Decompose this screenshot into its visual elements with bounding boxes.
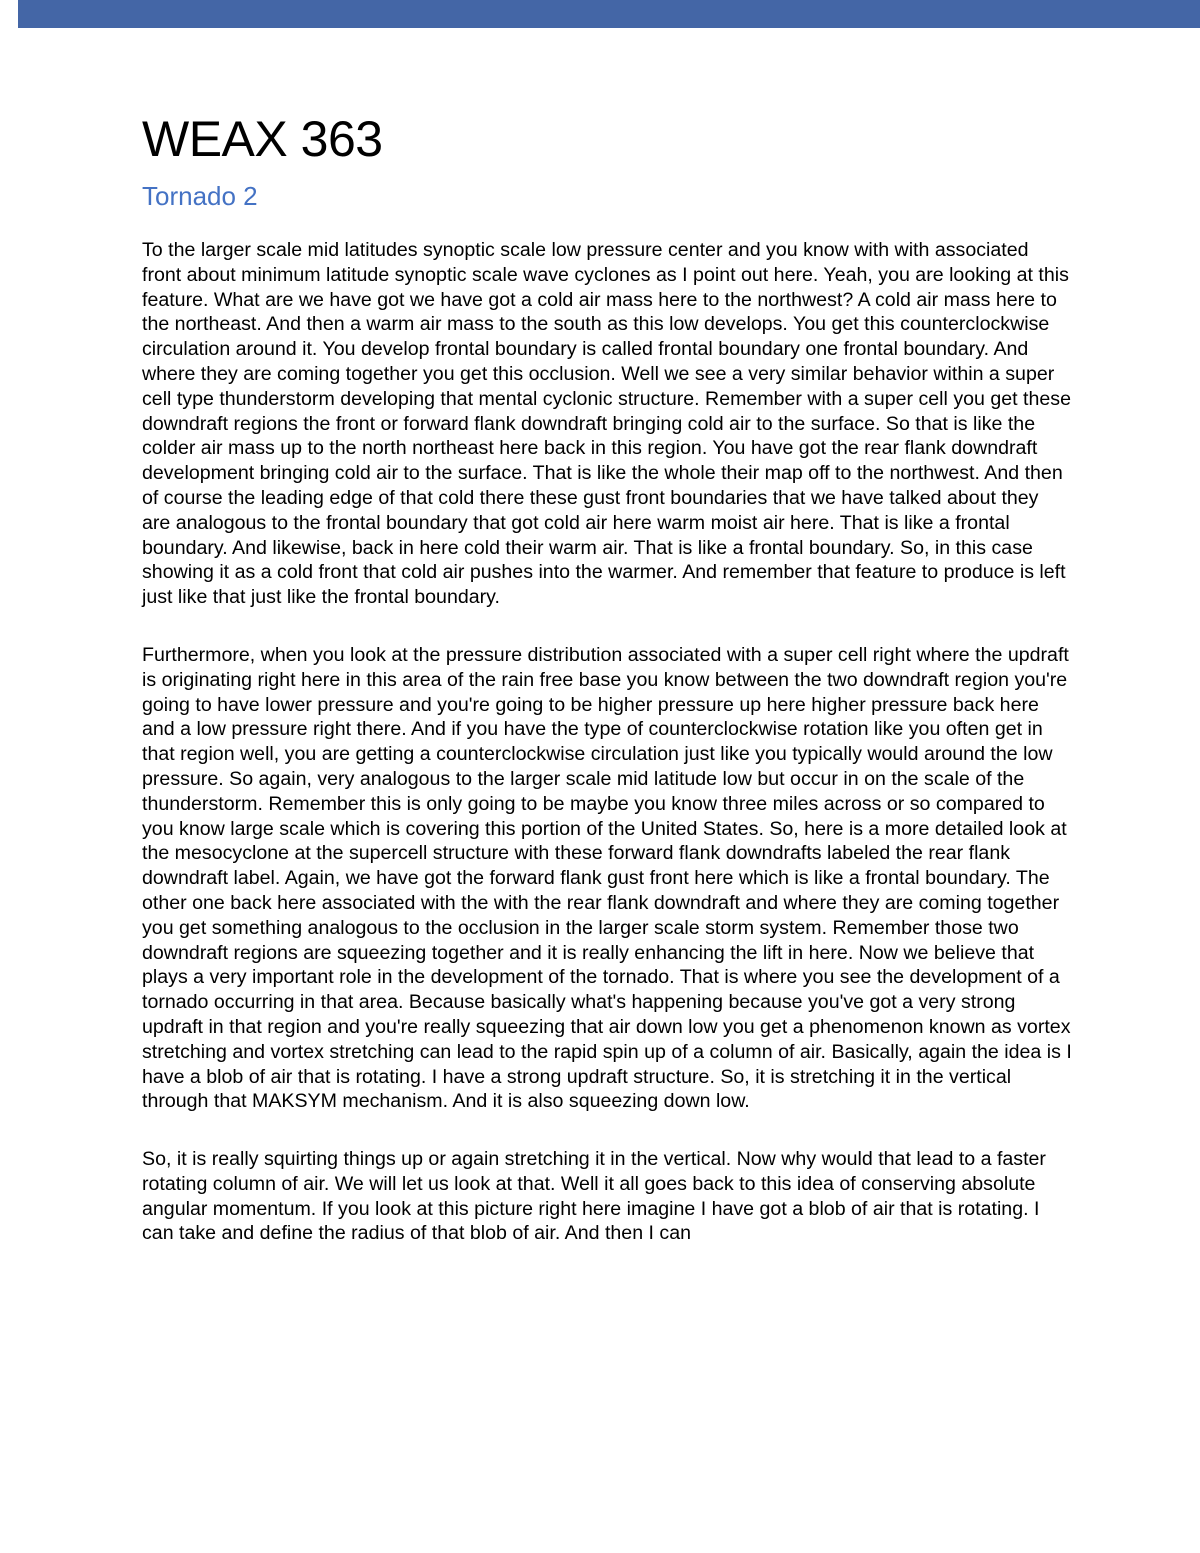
paragraph-2: Furthermore, when you look at the pressure distribution associated with a super cell right where the updraft is originating right here in this area of the rain free base you know between the two downdraft region you're going to have lower pressure and you're going to be higher pressure up here higher pressure back here and a low pressure right there. And if you have the type of counterclockwise rotation like you often get in that region well, you are getting a counterclockwise circulation just like you typically would around the low pressure. So again, very analogous to the larger scale mid latitude low but occur in on the scale of the thunderstorm. Remember this is only going to be maybe you know three miles across or so compared to you know large scale which is covering this portion of the United States. So, here is a more detailed look at the mesocyclone at the supercell structure with these forward flank downdrafts labeled the rear flank downdraft label. Again, we have got the forward flank gust front here which is like a frontal boundary. The other one back here associated with the with the rear flank downdraft and where they are coming together you get something analogous to the occlusion in the larger scale storm system. Remember those two downdraft regions are squeezing together and it is really enhancing the lift in here. Now we believe that plays a very important role in the development of the tornado. That is where you see the development of a tornado occurring in that area. Because basically what's happening because you've got a very strong updraft in that region and you're really squeezing that air down low you get a phenomenon known as vortex stretching and vortex stretching can lead to the rapid spin up of a column of air. Basically, again the idea is I have a blob of air that is rotating. I have a strong updraft structure. So, it is stretching it in the vertical through that MAKSYM mechanism. And it is also squeezing down low. [142,643,1072,1113]
document-subtitle: Tornado 2 [142,181,258,211]
transcript-text [142,238,1072,1246]
paragraph-3: So, it is really squirting things up or again stretching it in the vertical. Now why would that lead to a faster rotating column of air. We will let us look at that. Well it all goes back to this idea of conserving absolute angular momentum. If you look at this picture right here imagine I have got a blob of air that is rotating. I can take and define the radius of that blob of air. And then I can [142,1148,1046,1245]
paragraph-1: To the larger scale mid latitudes synoptic scale low pressure center and you know with with associated front about minimum latitude synoptic scale wave cyclones as I point out here. Yeah, you are looking at this feature. What are we have got we have got a cold air mass here to the northwest? A cold air mass here to the northeast. And then a warm air mass to the south as this low develops. You get this counterclockwise circulation around it. You develop frontal boundary is called frontal boundary one frontal boundary. And where they are coming together you get this occlusion. Well we see a very similar behavior within a super cell type thunderstorm developing that mental cyclonic structure. Remember with a super cell you get these downdraft regions the front or forward flank downdraft bringing cold air to the surface. So that is like the colder air mass up to the north northeast here back in this region. You have got the rear flank downdraft development bringing cold air to the surface. That is like the whole their map off to the northwest. And then of course the leading edge of that cold there these gust front boundaries that we have talked about they are analogous to the frontal boundary that got cold air here warm moist air here. That is like a frontal boundary. And likewise, back in here cold their warm air. That is like a frontal boundary. So, in this case showing it as a cold front that cold air pushes into the warmer. And remember that feature to produce is left just like that just like the frontal boundary. [142,239,1071,609]
document-title: WEAX 363 [142,111,383,167]
header-accent-bar [18,0,1200,28]
document-body [142,110,1072,1279]
